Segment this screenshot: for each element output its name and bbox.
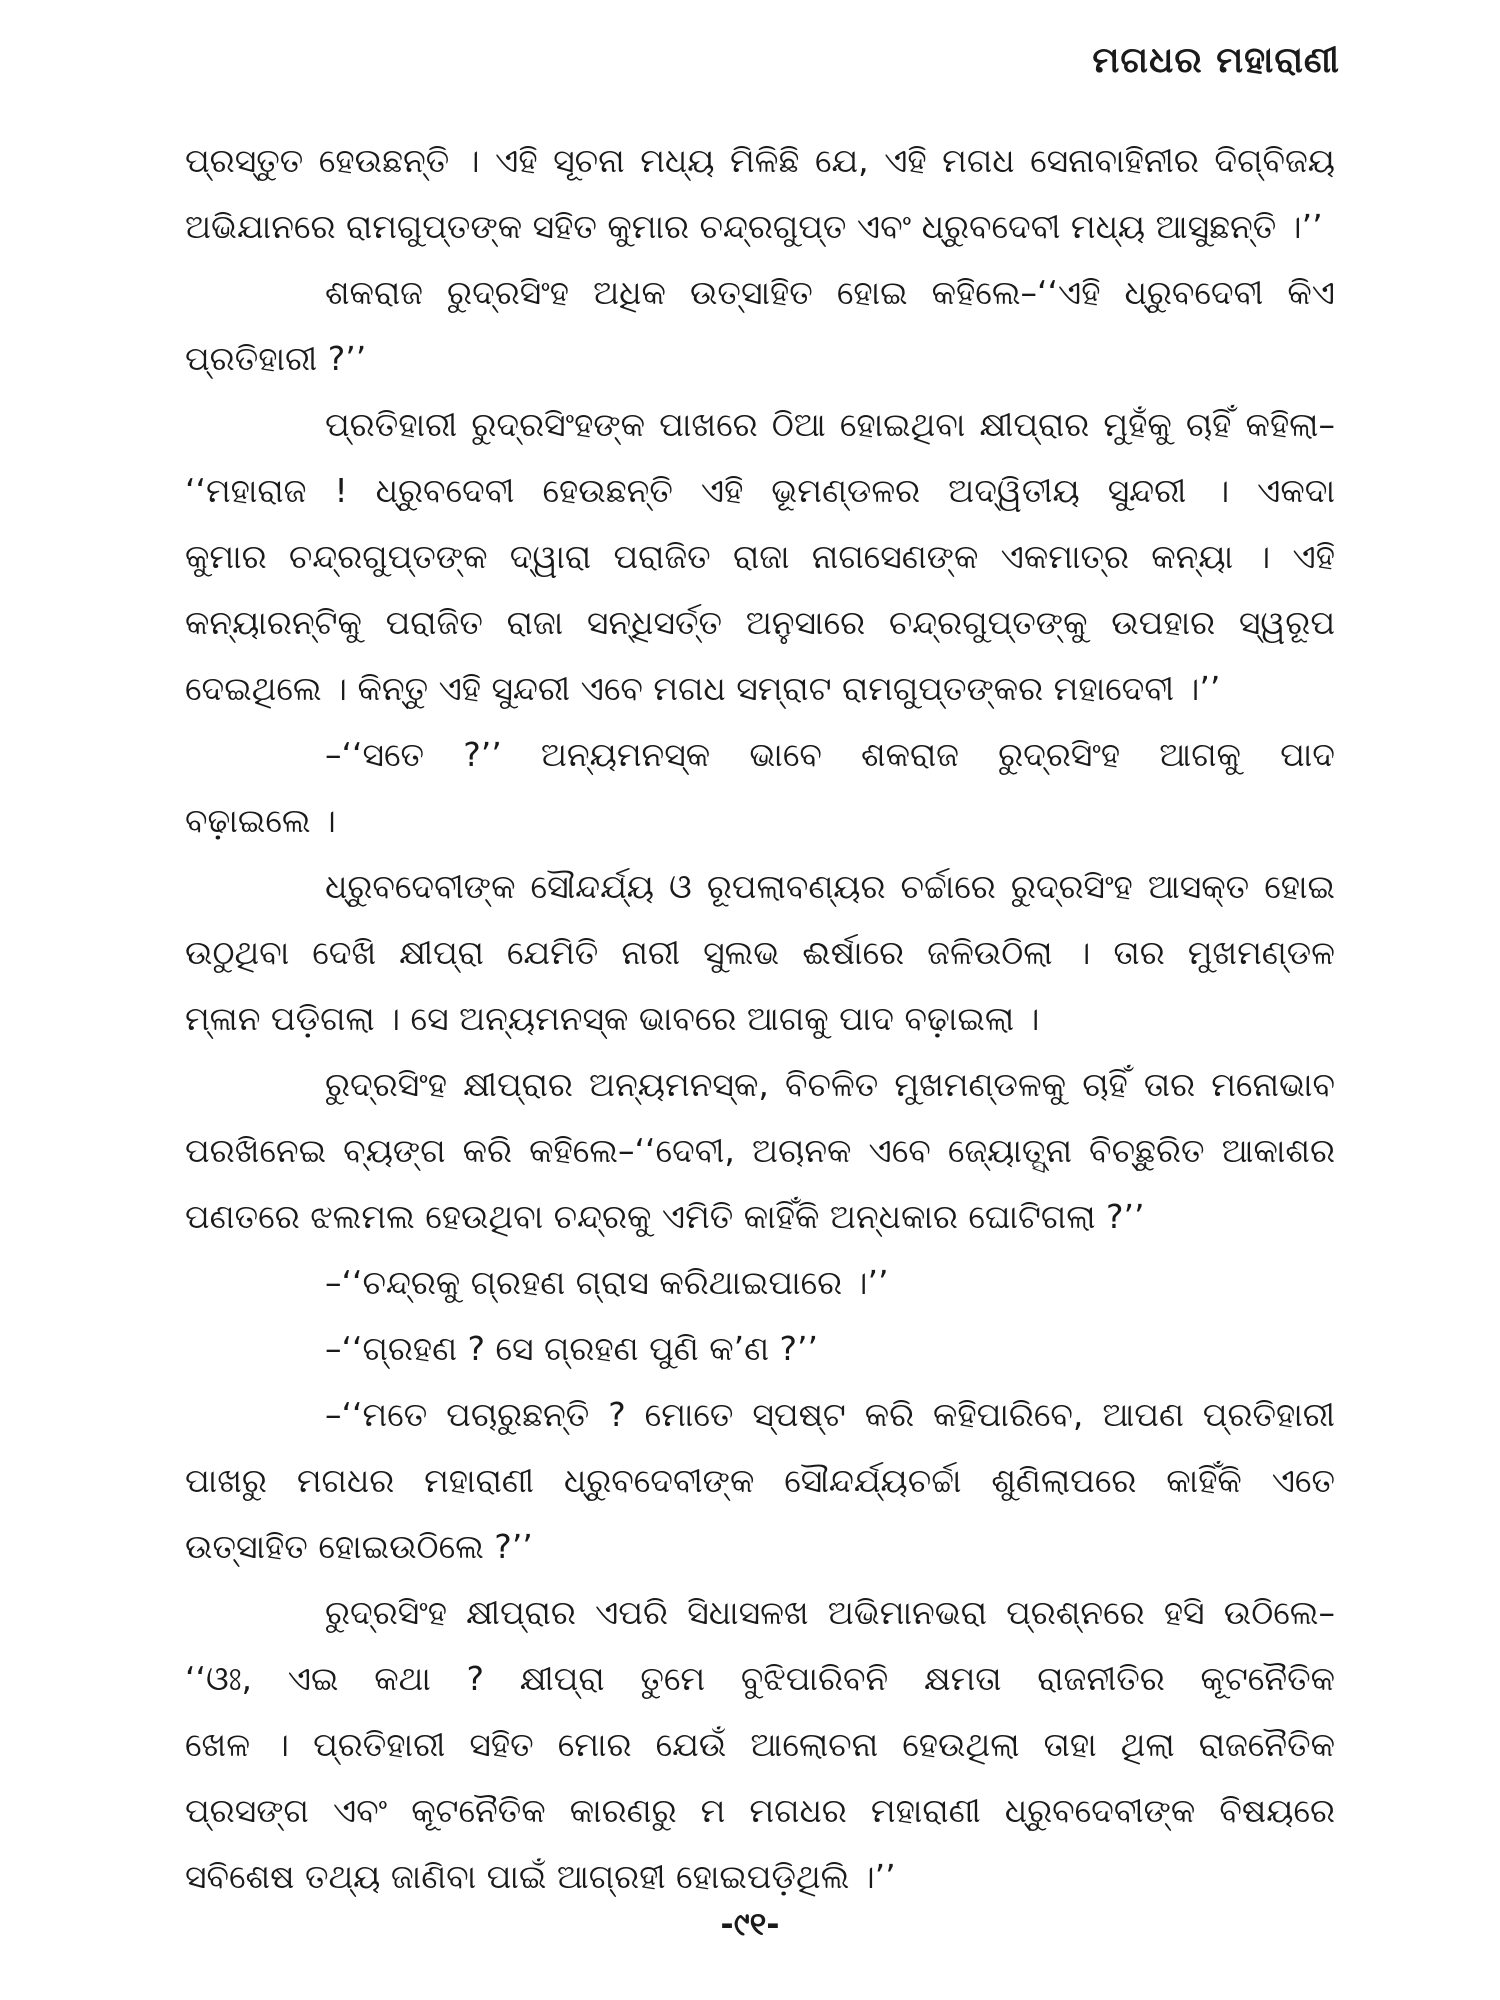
text-line: ରୁଦ୍ରସିଂହ କ୍ଷୀପ୍ରାର ଏପରି ସିଧାସଳଖ ଅଭିମାନଭରା ପ୍ରଶ୍ନରେ ହସି ଉଠିଲେ– (325, 1593, 1335, 1632)
text-line: ବଢ଼ାଇଲେ । (185, 801, 336, 840)
running-header: ମଗଧର ମହାରାଣୀ (1092, 40, 1340, 81)
text-line: –‘‘ମତେ ପଚାରୁଛନ୍ତି ? ମୋତେ ସ୍ପଷ୍ଟ କରି କହିପାରିବେ, ଆପଣ ପ୍ରତିହାରୀ (325, 1395, 1335, 1434)
text-line: ଅଭିଯାନରେ ରାମଗୁପ୍ତଙ୍କ ସହିତ କୁମାର ଚନ୍ଦ୍ରଗୁପ୍ତ ଏବଂ ଧ୍ରୁବଦେବୀ ମଧ୍ୟ ଆସୁଛନ୍ତି ।’’ (185, 207, 1323, 246)
text-line: ‘‘ଓଃ, ଏଇ କଥା ? କ୍ଷୀପ୍ରା ତୁମେ ବୁଝିପାରିବନି କ୍ଷମତା ରାଜନୀତିର କୂଟନୈତିକ (185, 1659, 1335, 1698)
paragraph (185, 1250, 1335, 1316)
text-line: ସବିଶେଷ ତଥ୍ୟ ଜାଣିବା ପାଇଁ ଆଗ୍ରହୀ ହୋଇପଡ଼ିଥିଲି ।’’ (185, 1857, 896, 1896)
text-line: ପ୍ରସଙ୍ଗ ଏବଂ କୂଟନୈତିକ କାରଣରୁ ମ ମଗଧର ମହାରାଣୀ ଧ୍ରୁବଦେବୀଙ୍କ ବିଷୟରେ (185, 1791, 1335, 1830)
text-line: ଶକରାଜ ରୁଦ୍ରସିଂହ ଅଧିକ ଉତ୍ସାହିତ ହୋଇ କହିଲେ–‘‘ଏହି ଧ୍ରୁବଦେବୀ କିଏ (325, 273, 1335, 312)
text-line: ପ୍ରତିହାରୀ ?’’ (185, 339, 367, 378)
paragraph (185, 854, 1335, 1052)
page-number: -୯୧- (720, 1905, 780, 1943)
paragraph (185, 128, 1335, 260)
text-line: ଉଠୁଥିବା ଦେଖି କ୍ଷୀପ୍ରା ଯେମିତି ନାରୀ ସୁଲଭ ଈର୍ଷାରେ ଜଳିଉଠିଲା । ତାର ମୁଖମଣ୍ଡଳ (185, 933, 1335, 972)
text-line: ପାଖରୁ ମଗଧର ମହାରାଣୀ ଧ୍ରୁବଦେବୀଙ୍କ ସୌନ୍ଦର୍ଯ୍ୟଚର୍ଚ୍ଚା ଶୁଣିଲାପରେ କାହିଁକି ଏତେ (185, 1461, 1335, 1500)
text-line: ପଣତରେ ଝଲମଲ ହେଉଥିବା ଚନ୍ଦ୍ରକୁ ଏମିତି କାହିଁକି ଅନ୍ଧକାର ଘୋଟିଗଲା ?’’ (185, 1197, 1145, 1236)
text-line: ଖେଳ । ପ୍ରତିହାରୀ ସହିତ ମୋର ଯେଉଁ ଆଲୋଚନା ହେଉଥିଲା ତାହା ଥିଲା ରାଜନୈତିକ (185, 1725, 1335, 1764)
text-line: ପରଖିନେଇ ବ୍ୟଙ୍ଗ କରି କହିଲେ–‘‘ଦେବୀ, ଅଚାନକ ଏବେ ଜ୍ୟୋତ୍ସ୍ନା ବିଚ୍ଛୁରିତ ଆକାଶର (185, 1131, 1335, 1170)
text-line: ମ୍ଳାନ ପଡ଼ିଗଲା । ସେ ଅନ୍ୟମନସ୍କ ଭାବରେ ଆଗକୁ ପାଦ ବଢ଼ାଇଲା । (185, 999, 1040, 1038)
paragraph (185, 260, 1335, 392)
text-line: –‘‘ସତେ ?’’ ଅନ୍ୟମନସ୍କ ଭାବେ ଶକରାଜ ରୁଦ୍ରସିଂହ ଆଗକୁ ପାଦ (325, 735, 1335, 774)
text-line: ରୁଦ୍ରସିଂହ କ୍ଷୀପ୍ରାର ଅନ୍ୟମନସ୍କ, ବିଚଳିତ ମୁଖମଣ୍ଡଳକୁ ଚାହିଁ ତାର ମନୋଭାବ (325, 1065, 1335, 1104)
text-line: –‘‘ଚନ୍ଦ୍ରକୁ ଗ୍ରହଣ ଗ୍ରାସ କରିଥାଇପାରେ ।’’ (325, 1263, 889, 1302)
text-line: ପ୍ରତିହାରୀ ରୁଦ୍ରସିଂହଙ୍କ ପାଖରେ ଠିଆ ହୋଇଥିବା କ୍ଷୀପ୍ରାର ମୁହଁକୁ ଚାହିଁ କହିଲା– (325, 405, 1335, 444)
text-line: ‘‘ମହାରାଜ ! ଧ୍ରୁବଦେବୀ ହେଉଛନ୍ତି ଏହି ଭୂମଣ୍ଡଳର ଅଦ୍ୱିତୀୟ ସୁନ୍ଦରୀ । ଏକଦା (185, 471, 1335, 510)
text-line: କୁମାର ଚନ୍ଦ୍ରଗୁପ୍ତଙ୍କ ଦ୍ୱାରା ପରାଜିତ ରାଜା ନାଗସେଣଙ୍କ ଏକମାତ୍ର କନ୍ୟା । ଏହି (185, 537, 1335, 576)
text-line: ଧ୍ରୁବଦେବୀଙ୍କ ସୌନ୍ଦର୍ଯ୍ୟ ଓ ରୂପଲାବଣ୍ୟର ଚର୍ଚ୍ଚାରେ ରୁଦ୍ରସିଂହ ଆସକ୍ତ ହୋଇ (325, 867, 1335, 906)
paragraph (185, 722, 1335, 854)
paragraph (185, 1580, 1335, 1910)
text-line: –‘‘ଗ୍ରହଣ ? ସେ ଗ୍ରହଣ ପୁଣି କ’ଣ ?’’ (325, 1329, 819, 1368)
text-line: ଦେଇଥିଲେ । କିନ୍ତୁ ଏହି ସୁନ୍ଦରୀ ଏବେ ମଗଧ ସମ୍ରାଟ ରାମଗୁପ୍ତଙ୍କର ମହାଦେବୀ ।’’ (185, 669, 1221, 708)
paragraph (185, 1316, 1335, 1382)
paragraph (185, 1382, 1335, 1580)
text-line: ଉତ୍ସାହିତ ହୋଇଉଠିଲେ ?’’ (185, 1527, 533, 1566)
body-text (185, 128, 1335, 1910)
paragraph (185, 1052, 1335, 1250)
text-line: କନ୍ୟାରନ୍‌ଟିକୁ ପରାଜିତ ରାଜା ସନ୍ଧିସର୍ତ୍ତ ଅନୁସାରେ ଚନ୍ଦ୍ରଗୁପ୍ତଙ୍କୁ ଉପହାର ସ୍ୱରୂପ (185, 603, 1335, 642)
text-line: ପ୍ରସ୍ତୁତ ହେଉଛନ୍ତି । ଏହି ସୂଚନା ମଧ୍ୟ ମିଳିଛି ଯେ, ଏହି ମଗଧ ସେନାବାହିନୀର ଦିଗ୍‌ବିଜୟ (185, 141, 1335, 180)
paragraph (185, 392, 1335, 722)
